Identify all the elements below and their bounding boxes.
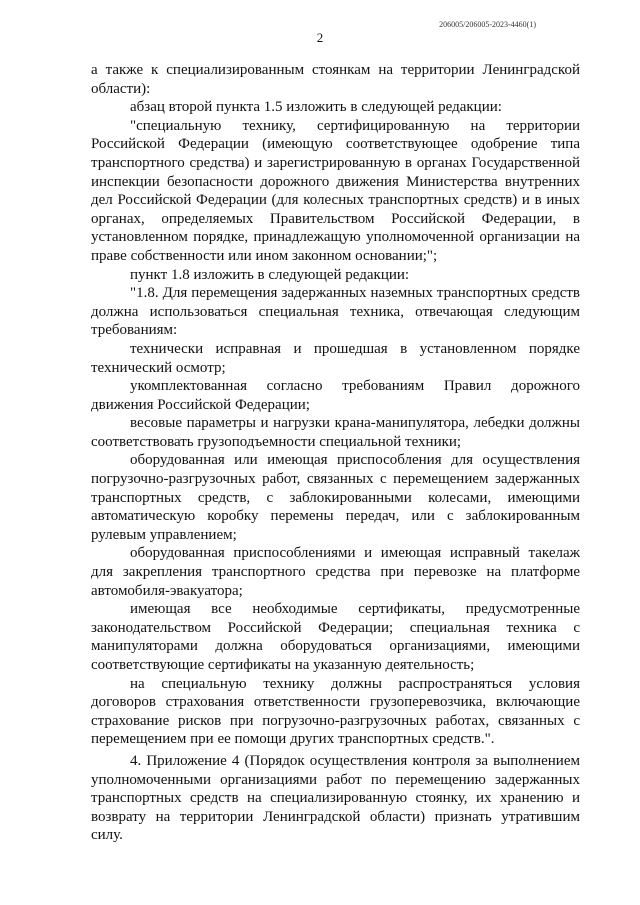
paragraph-appendix-4: 4. Приложение 4 (Порядок осуществления контроля за выполнением уполномоченными организациями работ по перемещению задержанных транспортных средств на специализированную стоянку, их хранению и возврату на территории Ленинградской области) признать утратившим силу. <box>91 752 580 844</box>
paragraph-amend-1-5: абзац второй пункта 1.5 изложить в следующей редакции: <box>130 99 502 116</box>
paragraph-1-8-intro: "1.8. Для перемещения задержанных наземных транспортных средств должна использоваться специальная техника, отвечающая следующим требованиям: <box>91 285 580 339</box>
paragraph-continuation: а также к специализированным стоянкам на территории Ленинградской области): <box>91 62 580 97</box>
requirement-item: оборудованная или имеющая приспособления для осуществления погрузочно-разгрузочных работ, связанных с перемещением задержанных транспортных средств, с заблокированными колесами, имеющими автоматическую коробку перемены передач, или с заблокированным рулевым управлением; <box>91 452 580 543</box>
document-body <box>91 61 580 845</box>
requirement-item: имеющая все необходимые сертификаты, предусмотренные законодательством Российской Федерации; специальная техника с манипуляторами должна оборудоваться организациями, имеющими соответствующие сертификаты на указанную деятельность; <box>91 601 580 673</box>
requirement-item: технически исправная и прошедшая в установленном порядке технический осмотр; <box>91 340 580 376</box>
paragraph-special-equipment: "специальную технику, сертифицированную на территории Российской Федерации (имеющую соответствующее одобрение типа транспортного средства) и зарегистрированную в органах Государственной инспекции безопасности дорожного движения Министерства внутренних дел Российской Федерации (для колесных транспортных средств) и в иных органах, определяемых Правительством Российской Федерации, в установленном порядке, принадлежащую уполномоченной организации на праве собственности или ином законном основании;"; <box>91 117 580 264</box>
requirement-item: оборудованная приспособлениями и имеющая исправный такелаж для закрепления транспортного средства при перевозке на платформе автомобиля-эвакуатора; <box>91 545 580 599</box>
document-id: 206005/206005-2023-4460(1) <box>439 20 536 29</box>
requirement-item: весовые параметры и нагрузки крана-манипулятора, лебедки должны соответствовать грузоподъемности специальной техники; <box>91 415 580 450</box>
requirement-item: укомплектованная согласно требованиям Правил дорожного движения Российской Федерации; <box>91 378 580 413</box>
page-number: 2 <box>316 30 324 45</box>
paragraph-amend-1-8: пункт 1.8 изложить в следующей редакции: <box>130 266 410 283</box>
requirement-item: на специальную технику должны распространяться условия договоров страхования ответственности грузоперевозчика, включающие страхование рисков при погрузочно-разгрузочных работах, связанных с перемещением при ее помощи других транспортных средств.". <box>91 675 580 748</box>
